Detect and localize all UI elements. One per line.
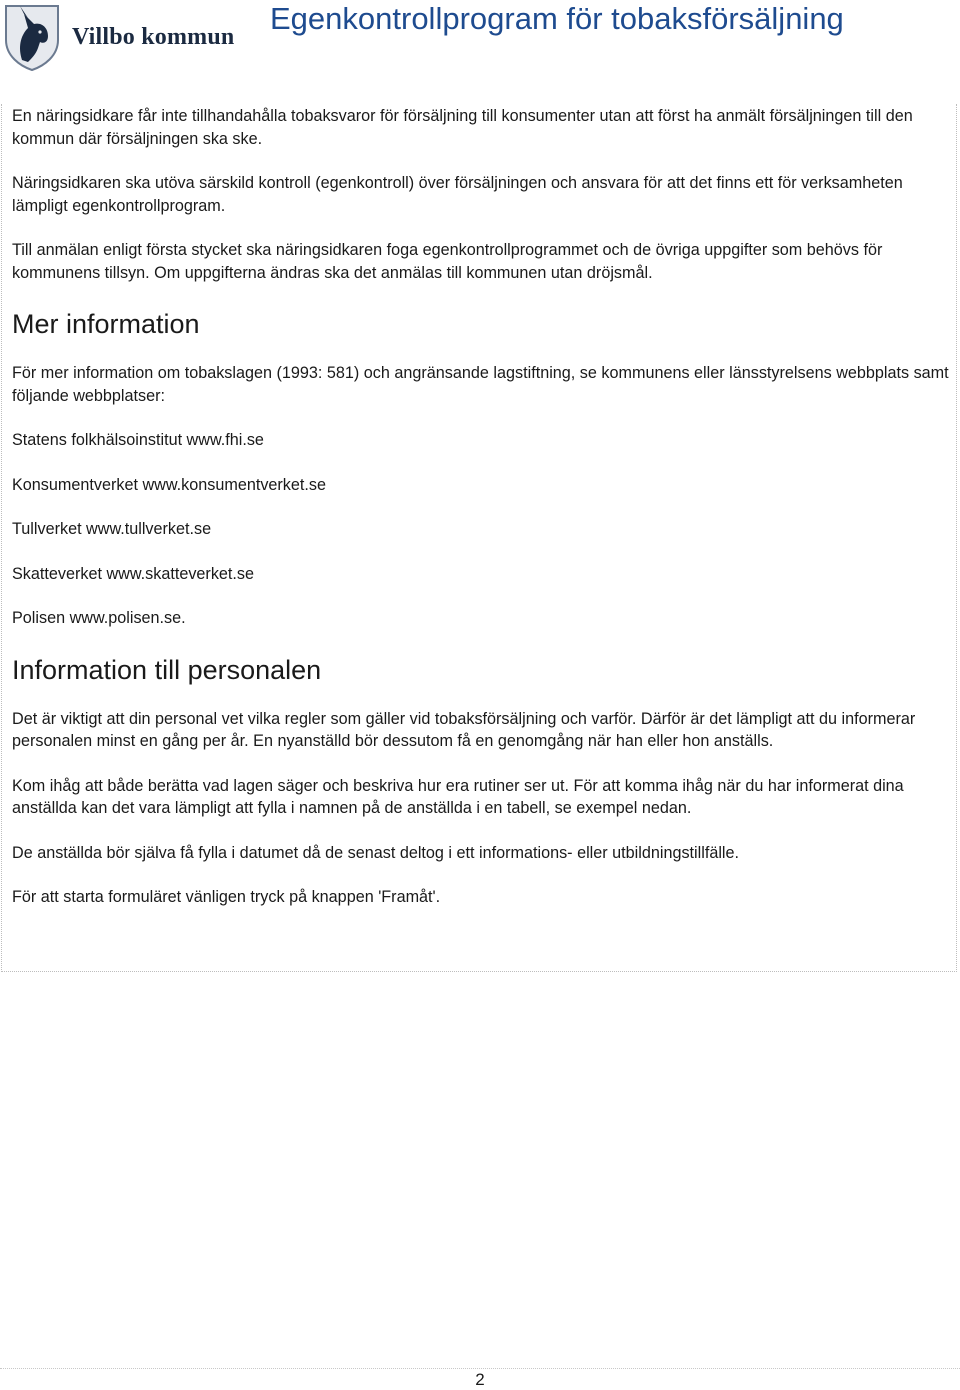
more-info-paragraph: För mer information om tobakslagen (1993: 581) och angränsande lagstiftning, se kommunens eller länsstyrelsens webbplats samt följande webbplatser: — [12, 364, 949, 405]
link-skatteverket: Skatteverket www.skatteverket.se — [12, 564, 255, 583]
section-heading-staff-info: Information till personalen — [12, 654, 322, 685]
logo-text: Villbo kommun — [72, 24, 235, 50]
link-tullverket: Tullverket www.tullverket.se — [12, 520, 212, 538]
staff-paragraph-2: Kom ihåg att både berätta vad lagen säger och beskriva hur era rutiner ser ut. För att komma ihåg när du har informerat dina anställda kan det vara lämpligt att fylla i namnen på de anställda i en tabell, se exempel nedan. — [12, 776, 904, 817]
document-title: Egenkontrollprogram för tobaksförsäljning — [270, 1, 844, 36]
unicorn-shield-icon — [2, 2, 62, 72]
staff-paragraph-4: För att starta formuläret vänligen tryck på knappen 'Framåt'. — [12, 888, 441, 906]
link-fhi: Statens folkhälsoinstitut www.fhi.se — [12, 431, 264, 449]
intro-paragraph-3: Till anmälan enligt första stycket ska näringsidkaren foga egenkontrollprogrammet och de övriga uppgifter som behövs för kommunens tillsyn. Om uppgifterna ändras ska det anmälas till kommunen utan dröjsmål. — [12, 241, 883, 282]
document-body — [12, 105, 950, 931]
municipality-logo — [2, 2, 252, 72]
section-heading-more-info: Mer information — [12, 309, 200, 339]
intro-paragraph-2: Näringsidkaren ska utöva särskild kontroll (egenkontroll) över försäljningen och ansvara för att det finns ett för verksamheten lämpligt egenkontrollprogram. — [12, 174, 903, 215]
page-header — [0, 0, 960, 80]
footer-divider — [0, 1368, 960, 1369]
intro-paragraph-1: En näringsidkare får inte tillhandahålla tobaksvaror för försäljning till konsumenter utan att först ha anmält försäljningen till den kommun där försäljningen ska ske. — [12, 107, 913, 148]
link-konsumentverket: Konsumentverket www.konsumentverket.se — [12, 475, 326, 494]
staff-paragraph-1: Det är viktigt att din personal vet vilka regler som gäller vid tobaksförsäljning och varför. Därför är det lämpligt att du informerar personalen minst en gång per år. En nyanställd bör dessutom få en genomgång när han eller hon anställs. — [12, 709, 916, 750]
page-number: 2 — [475, 1370, 485, 1389]
staff-paragraph-3: De anställda bör själva få fylla i datumet då de senast deltog i ett informations- eller utbildningstillfälle. — [12, 843, 740, 862]
link-polisen: Polisen www.polisen.se. — [12, 609, 186, 627]
